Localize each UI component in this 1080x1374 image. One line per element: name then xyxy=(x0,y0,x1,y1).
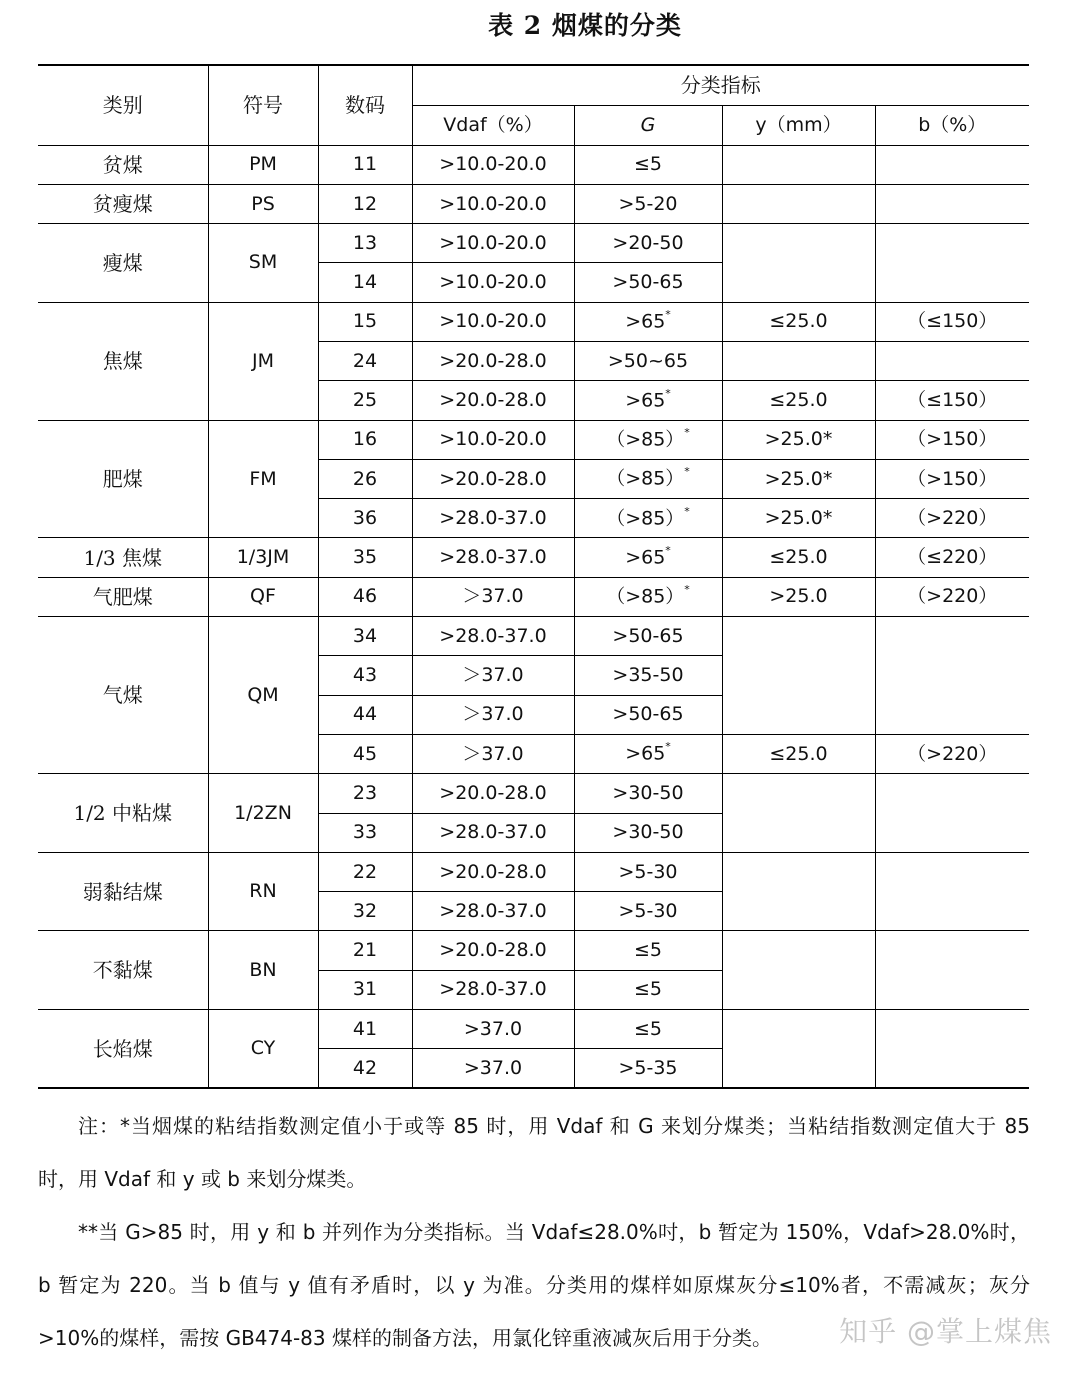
table-row xyxy=(38,224,1029,263)
y-cell: ≤25.0 xyxy=(722,734,875,773)
table-row xyxy=(38,538,1029,577)
vdaf-cell: ＞37.0 xyxy=(412,695,574,734)
g-footnote-mark: * xyxy=(665,308,671,322)
g-value: （>85） xyxy=(606,507,685,530)
b-cell xyxy=(875,852,1029,931)
code-cell: 43 xyxy=(318,656,412,695)
table-row xyxy=(38,145,1029,184)
vdaf-cell: >20.0-28.0 xyxy=(412,852,574,891)
vdaf-cell: >28.0-37.0 xyxy=(412,970,574,1009)
g-cell xyxy=(574,892,722,931)
vdaf-cell: >28.0-37.0 xyxy=(412,892,574,931)
symbol-cell: SM xyxy=(208,224,318,303)
g-footnote-mark: * xyxy=(684,504,690,518)
vdaf-cell: >37.0 xyxy=(412,1049,574,1088)
g-value: >50-65 xyxy=(612,624,684,647)
g-value: >30-50 xyxy=(612,781,684,804)
code-cell: 26 xyxy=(318,459,412,498)
y-cell xyxy=(722,774,875,853)
vdaf-cell: >20.0-28.0 xyxy=(412,459,574,498)
g-value: （>85） xyxy=(606,428,685,451)
g-footnote-mark: * xyxy=(665,386,671,400)
b-cell: （≤150） xyxy=(875,381,1029,420)
vdaf-cell: >10.0-20.0 xyxy=(412,263,574,302)
code-cell: 11 xyxy=(318,145,412,184)
header-b: b（%） xyxy=(875,105,1029,145)
table-row xyxy=(38,617,1029,656)
vdaf-cell: >37.0 xyxy=(412,1010,574,1049)
code-cell: 14 xyxy=(318,263,412,302)
symbol-cell: QF xyxy=(208,577,318,616)
category-cell: 弱黏结煤 xyxy=(38,852,208,931)
code-cell: 35 xyxy=(318,538,412,577)
table-row xyxy=(38,852,1029,891)
b-cell: （≤150） xyxy=(875,302,1029,341)
table-row xyxy=(38,1010,1029,1049)
category-cell: 贫瘦煤 xyxy=(38,184,208,223)
y-cell xyxy=(722,1010,875,1089)
note-1: 注：*当烟煤的粘结指数测定值小于或等 85 时，用 Vdaf 和 G 来划分煤类；当粘结指数测定值大于 85 时，用 Vdaf 和 y 或 b 来划分煤类。 xyxy=(38,1114,1030,1191)
category-cell: 不黏煤 xyxy=(38,931,208,1010)
code-cell: 25 xyxy=(318,381,412,420)
b-cell xyxy=(875,145,1029,184)
vdaf-cell: >20.0-28.0 xyxy=(412,931,574,970)
g-footnote-mark: * xyxy=(684,426,690,440)
y-cell: >25.0* xyxy=(722,420,875,459)
g-cell xyxy=(574,263,722,302)
symbol-cell: QM xyxy=(208,617,318,774)
g-cell xyxy=(574,499,722,538)
y-cell xyxy=(722,931,875,1010)
g-value: >30-50 xyxy=(612,821,684,844)
note-2: **当 G>85 时，用 y 和 b 并列作为分类指标。当 Vdaf≤28.0%吋，b 暂定为 150%，Vdaf>28.0%时，b 暂定为 220。当 b 值与 y 值有矛盾时，以 y 为准。分类用的煤样如原煤灰分≤10%者，不需减灰；灰分>10%的煤样，需按 GB474-83 煤样的制备方法，用氯化锌重液减灰后用于分类。 xyxy=(38,1220,1030,1350)
header-vdaf: Vdaf（%） xyxy=(412,105,574,145)
g-cell xyxy=(574,577,722,616)
table-row xyxy=(38,420,1029,459)
b-cell: （>220） xyxy=(875,577,1029,616)
header-y: y（mm） xyxy=(722,105,875,145)
watermark: 知乎 @掌上煤焦 xyxy=(839,1315,1052,1348)
b-cell: （>150） xyxy=(875,459,1029,498)
category-cell: 1/3 焦煤 xyxy=(38,538,208,577)
g-value: >35-50 xyxy=(612,664,684,687)
g-value: >50-65 xyxy=(612,271,684,294)
g-value: >65 xyxy=(625,389,666,412)
vdaf-cell: >10.0-20.0 xyxy=(412,145,574,184)
code-cell: 36 xyxy=(318,499,412,538)
g-value: >5-30 xyxy=(618,899,678,922)
symbol-cell: BN xyxy=(208,931,318,1010)
symbol-cell: JM xyxy=(208,302,318,420)
g-cell xyxy=(574,420,722,459)
g-value: >50~65 xyxy=(607,349,689,372)
vdaf-cell: >28.0-37.0 xyxy=(412,617,574,656)
code-cell: 15 xyxy=(318,302,412,341)
g-value: >65 xyxy=(625,742,666,765)
b-cell xyxy=(875,617,1029,735)
g-cell xyxy=(574,145,722,184)
y-cell: >25.0 xyxy=(722,577,875,616)
code-cell: 33 xyxy=(318,813,412,852)
b-cell: （>220） xyxy=(875,499,1029,538)
code-cell: 24 xyxy=(318,341,412,380)
symbol-cell: 1/2ZN xyxy=(208,774,318,853)
vdaf-cell: >10.0-20.0 xyxy=(412,184,574,223)
b-cell xyxy=(875,341,1029,380)
y-cell: ≤25.0 xyxy=(722,381,875,420)
g-cell xyxy=(574,1010,722,1049)
symbol-cell: 1/3JM xyxy=(208,538,318,577)
vdaf-cell: ＞37.0 xyxy=(412,734,574,773)
code-cell: 41 xyxy=(318,1010,412,1049)
g-cell xyxy=(574,538,722,577)
b-cell xyxy=(875,224,1029,303)
g-cell xyxy=(574,224,722,263)
g-value: >65 xyxy=(625,310,666,333)
g-footnote-mark: * xyxy=(684,465,690,479)
symbol-cell: FM xyxy=(208,420,318,538)
symbol-cell: PS xyxy=(208,184,318,223)
code-cell: 16 xyxy=(318,420,412,459)
table-title: 表 2 烟煤的分类 xyxy=(488,11,682,40)
table-row xyxy=(38,774,1029,813)
table-body xyxy=(38,145,1029,1088)
y-cell: >25.0* xyxy=(722,499,875,538)
g-cell xyxy=(574,184,722,223)
y-cell: ≤25.0 xyxy=(722,538,875,577)
code-cell: 32 xyxy=(318,892,412,931)
y-cell xyxy=(722,852,875,931)
g-cell xyxy=(574,774,722,813)
vdaf-cell: ＞37.0 xyxy=(412,577,574,616)
y-cell xyxy=(722,617,875,735)
header-indicators: 分类指标 xyxy=(412,65,1029,105)
header-code: 数码 xyxy=(318,65,412,145)
table-row xyxy=(38,302,1029,341)
g-cell xyxy=(574,459,722,498)
code-cell: 13 xyxy=(318,224,412,263)
code-cell: 34 xyxy=(318,617,412,656)
y-cell xyxy=(722,224,875,303)
category-cell: 气煤 xyxy=(38,617,208,774)
b-cell: （>150） xyxy=(875,420,1029,459)
g-cell xyxy=(574,695,722,734)
g-value: >5-20 xyxy=(618,192,678,215)
code-cell: 42 xyxy=(318,1049,412,1088)
g-value: （>85） xyxy=(606,467,685,490)
code-cell: 45 xyxy=(318,734,412,773)
symbol-cell: CY xyxy=(208,1010,318,1089)
g-cell xyxy=(574,813,722,852)
y-cell: ≤25.0 xyxy=(722,302,875,341)
header-category: 类别 xyxy=(38,65,208,145)
g-value: >5-35 xyxy=(618,1056,678,1079)
y-cell xyxy=(722,184,875,223)
table-row xyxy=(38,184,1029,223)
g-cell xyxy=(574,931,722,970)
g-value: ≤5 xyxy=(633,939,662,962)
category-cell: 贫煤 xyxy=(38,145,208,184)
g-cell xyxy=(574,734,722,773)
vdaf-cell: >10.0-20.0 xyxy=(412,302,574,341)
vdaf-cell: >20.0-28.0 xyxy=(412,341,574,380)
category-cell: 肥煤 xyxy=(38,420,208,538)
g-cell xyxy=(574,656,722,695)
header-g: G xyxy=(574,105,722,145)
category-cell: 长焰煤 xyxy=(38,1010,208,1089)
b-cell xyxy=(875,774,1029,853)
y-cell xyxy=(722,341,875,380)
g-cell xyxy=(574,617,722,656)
table-row xyxy=(38,577,1029,616)
g-cell xyxy=(574,970,722,1009)
g-value: >65 xyxy=(625,546,666,569)
b-cell xyxy=(875,1010,1029,1089)
vdaf-cell: >28.0-37.0 xyxy=(412,813,574,852)
code-cell: 31 xyxy=(318,970,412,1009)
code-cell: 46 xyxy=(318,577,412,616)
symbol-cell: RN xyxy=(208,852,318,931)
g-value: ≤5 xyxy=(633,1017,662,1040)
g-footnote-mark: * xyxy=(665,740,671,754)
vdaf-cell: ＞37.0 xyxy=(412,656,574,695)
g-value: >20-50 xyxy=(612,231,684,254)
g-value: >50-65 xyxy=(612,703,684,726)
g-value: >5-30 xyxy=(618,860,678,883)
y-cell: >25.0* xyxy=(722,459,875,498)
vdaf-cell: >10.0-20.0 xyxy=(412,420,574,459)
g-footnote-mark: * xyxy=(665,544,671,557)
g-cell xyxy=(574,341,722,380)
b-cell: （>220） xyxy=(875,734,1029,773)
category-cell: 瘦煤 xyxy=(38,224,208,303)
b-cell xyxy=(875,931,1029,1010)
symbol-cell: PM xyxy=(208,145,318,184)
code-cell: 21 xyxy=(318,931,412,970)
g-cell xyxy=(574,381,722,420)
code-cell: 23 xyxy=(318,774,412,813)
code-cell: 44 xyxy=(318,695,412,734)
g-value: ≤5 xyxy=(633,153,662,176)
g-footnote-mark: * xyxy=(684,583,690,597)
g-value: ≤5 xyxy=(633,978,662,1001)
category-cell: 气肥煤 xyxy=(38,577,208,616)
header-symbol: 符号 xyxy=(208,65,318,145)
g-cell xyxy=(574,302,722,341)
b-cell: （≤220） xyxy=(875,538,1029,577)
vdaf-cell: >28.0-37.0 xyxy=(412,538,574,577)
code-cell: 22 xyxy=(318,852,412,891)
table-row xyxy=(38,931,1029,970)
vdaf-cell: >28.0-37.0 xyxy=(412,499,574,538)
coal-classification-table xyxy=(38,64,1029,1089)
code-cell: 12 xyxy=(318,184,412,223)
vdaf-cell: >10.0-20.0 xyxy=(412,224,574,263)
g-value: （>85） xyxy=(606,585,685,608)
vdaf-cell: >20.0-28.0 xyxy=(412,774,574,813)
category-cell: 焦煤 xyxy=(38,302,208,420)
y-cell xyxy=(722,145,875,184)
vdaf-cell: >20.0-28.0 xyxy=(412,381,574,420)
g-cell xyxy=(574,1049,722,1088)
b-cell xyxy=(875,184,1029,223)
g-cell xyxy=(574,852,722,891)
category-cell: 1/2 中粘煤 xyxy=(38,774,208,853)
